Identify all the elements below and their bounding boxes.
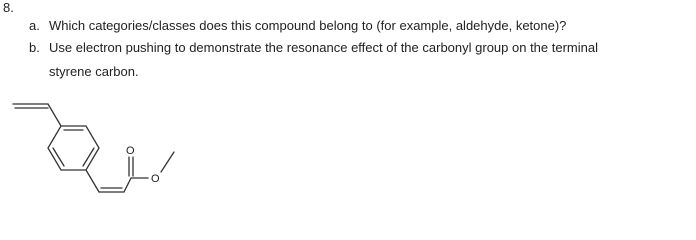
ring-double-bond-3 <box>53 148 64 166</box>
part-b-text-line1: Use electron pushing to demonstrate the resonance effect of the carbonyl group on the terminal <box>49 40 598 55</box>
chain-bond-1 <box>86 170 99 192</box>
oxygen-methyl-bond <box>161 152 174 172</box>
ester-oxygen-label: O <box>151 173 160 185</box>
carbonyl-oxygen-label: O <box>126 145 135 157</box>
part-b-marker: b. <box>29 40 40 55</box>
chain-bond-2 <box>124 178 131 192</box>
benzene-ring <box>48 126 99 170</box>
ring-double-bond-2 <box>83 148 94 166</box>
part-b-text-line2: styrene carbon. <box>49 64 139 79</box>
part-a-text: Which categories/classes does this compound belong to (for example, aldehyde, ketone)? <box>49 18 567 33</box>
vinyl-ring-bond <box>48 104 61 126</box>
question-number: 8. <box>3 0 14 15</box>
part-a-marker: a. <box>29 18 40 33</box>
